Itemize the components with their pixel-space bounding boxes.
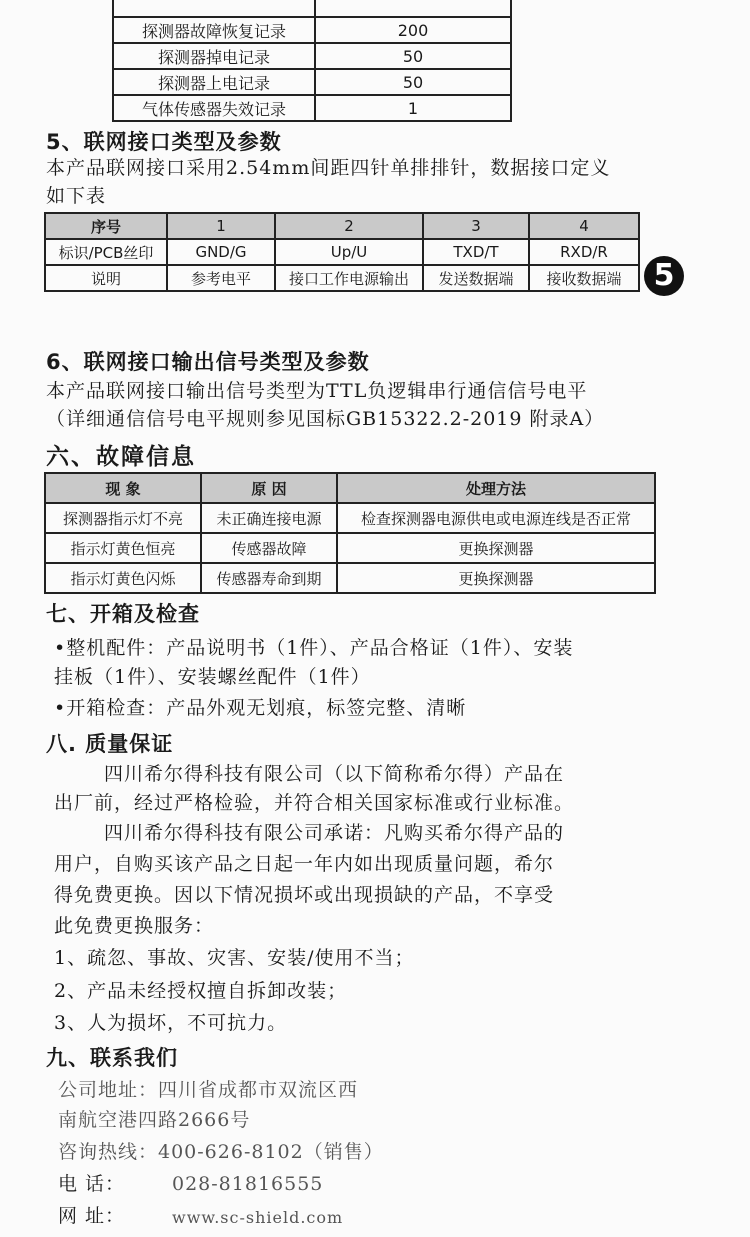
hotline: 咨询热线：400-626-8102（销售） bbox=[58, 1141, 384, 1163]
table-row bbox=[45, 265, 639, 291]
record-name-cut bbox=[114, 0, 310, 4]
table-cell: 更换探测器 bbox=[337, 533, 655, 563]
table-cell: 传感器故障 bbox=[201, 533, 337, 563]
interface-table bbox=[44, 212, 640, 292]
address-line-2: 南航空港四路2666号 bbox=[58, 1109, 251, 1131]
phone-label: 电 话： bbox=[58, 1173, 126, 1195]
header-cell: 4 bbox=[529, 213, 639, 239]
table-row bbox=[113, 69, 511, 95]
table-cell: Up/U bbox=[275, 239, 423, 265]
unpack-title: 七、开箱及检查 bbox=[46, 602, 200, 626]
table-row bbox=[45, 213, 639, 239]
table-cell: 指示灯黄色闪烁 bbox=[45, 563, 201, 593]
table-row bbox=[45, 533, 655, 563]
record-name: 气体传感器失效记录 bbox=[113, 95, 315, 121]
table-cell: 传感器寿命到期 bbox=[201, 563, 337, 593]
table-cell: 接口工作电源输出 bbox=[275, 265, 423, 291]
table-cell: 参考电平 bbox=[167, 265, 275, 291]
table-cell: 接收数据端 bbox=[529, 265, 639, 291]
unpack-line-2: 挂板（1件）、安装螺丝配件（1件） bbox=[54, 666, 371, 688]
records-table bbox=[112, 0, 512, 122]
warranty-line: 得免费更换。因以下情况损坏或出现损缺的产品，不享受 bbox=[54, 884, 555, 906]
record-name: 探测器掉电记录 bbox=[113, 43, 315, 69]
table-row bbox=[45, 239, 639, 265]
record-name: 探测器上电记录 bbox=[113, 69, 315, 95]
record-count: 50 bbox=[315, 69, 511, 95]
warranty-line: 出厂前，经过严格检验，并符合相关国家标准或行业标准。 bbox=[54, 792, 575, 814]
table-cell: GND/G bbox=[167, 239, 275, 265]
table-row bbox=[113, 95, 511, 121]
unpack-line-1: •整机配件：产品说明书（1件）、产品合格证（1件）、安装 bbox=[54, 637, 574, 659]
address-line-1: 公司地址：四川省成都市双流区西 bbox=[58, 1079, 359, 1101]
header-cell: 序号 bbox=[45, 213, 167, 239]
warranty-line: 用户，自购买该产品之日起一年内如出现质量问题，希尔 bbox=[54, 853, 555, 875]
section-6-title: 6、联网接口输出信号类型及参数 bbox=[46, 350, 370, 374]
section-5-title: 5、联网接口类型及参数 bbox=[46, 130, 282, 154]
page-number-badge: 5 bbox=[644, 256, 684, 296]
table-row bbox=[45, 563, 655, 593]
header-cell: 现 象 bbox=[45, 473, 201, 503]
warranty-line: 四川希尔得科技有限公司（以下简称希尔得）产品在 bbox=[104, 763, 565, 785]
table-cell: RXD/R bbox=[529, 239, 639, 265]
warranty-title: 八. 质量保证 bbox=[46, 732, 174, 756]
table-cell: 标识/PCB丝印 bbox=[45, 239, 167, 265]
warranty-line: 1、疏忽、事故、灾害、安装/使用不当； bbox=[54, 947, 415, 969]
record-count: 200 bbox=[315, 17, 511, 43]
warranty-line: 3、人为损坏，不可抗力。 bbox=[54, 1012, 288, 1034]
fault-title: 六、故障信息 bbox=[46, 444, 196, 470]
table-cell: 探测器指示灯不亮 bbox=[45, 503, 201, 533]
header-cell: 原 因 bbox=[201, 473, 337, 503]
record-count: 50 bbox=[315, 43, 511, 69]
section-6-line-2: （详细通信信号电平规则参见国标GB15322.2-2019 附录A） bbox=[46, 408, 605, 430]
table-row bbox=[45, 503, 655, 533]
website-url: www.sc-shield.com bbox=[172, 1208, 344, 1227]
section-5-para-1: 本产品联网接口采用2.54mm间距四针单排排针，数据接口定义 bbox=[46, 157, 611, 179]
fault-table bbox=[44, 472, 656, 594]
table-row bbox=[45, 473, 655, 503]
table-cell: 未正确连接电源 bbox=[201, 503, 337, 533]
table-cell: 更换探测器 bbox=[337, 563, 655, 593]
phone-number: 028-81816555 bbox=[172, 1173, 324, 1195]
unpack-line-3: •开箱检查：产品外观无划痕，标签完整、清晰 bbox=[54, 697, 467, 719]
header-cell: 处理方法 bbox=[337, 473, 655, 503]
warranty-line: 2、产品未经授权擅自拆卸改装； bbox=[54, 980, 348, 1002]
website-label: 网 址： bbox=[58, 1205, 126, 1227]
header-cell: 3 bbox=[423, 213, 529, 239]
contact-title: 九、联系我们 bbox=[46, 1046, 178, 1070]
record-count-cut bbox=[316, 0, 510, 4]
warranty-line: 四川希尔得科技有限公司承诺：凡购买希尔得产品的 bbox=[104, 822, 565, 844]
record-count: 1 bbox=[315, 95, 511, 121]
table-row bbox=[113, 43, 511, 69]
table-cell: 说明 bbox=[45, 265, 167, 291]
table-cell: 发送数据端 bbox=[423, 265, 529, 291]
table-row bbox=[113, 17, 511, 43]
record-name: 探测器故障恢复记录 bbox=[113, 17, 315, 43]
section-5-para-2: 如下表 bbox=[46, 185, 107, 207]
warranty-line: 此免费更换服务： bbox=[54, 915, 215, 937]
table-cell: TXD/T bbox=[423, 239, 529, 265]
table-cell: 检查探测器电源供电或电源连线是否正常 bbox=[337, 503, 655, 533]
header-cell: 1 bbox=[167, 213, 275, 239]
header-cell: 2 bbox=[275, 213, 423, 239]
table-cell: 指示灯黄色恒亮 bbox=[45, 533, 201, 563]
section-6-line-1: 本产品联网接口输出信号类型为TTL负逻辑串行通信信号电平 bbox=[46, 380, 588, 402]
